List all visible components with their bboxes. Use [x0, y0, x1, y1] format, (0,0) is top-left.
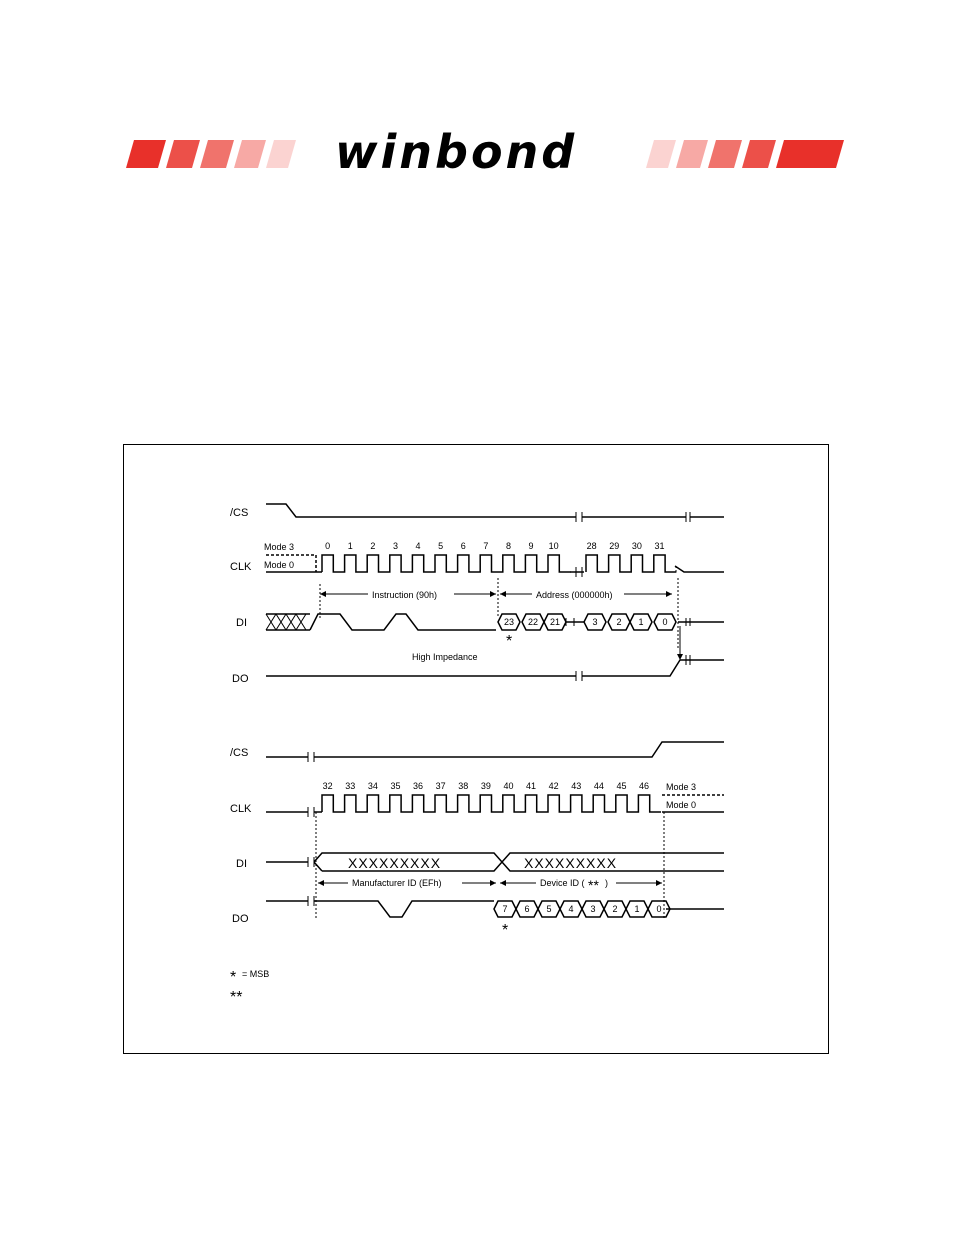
clk-bot-cycle-number: 40 — [503, 781, 514, 791]
top-section — [230, 504, 724, 685]
di-dontcare-top — [266, 614, 310, 630]
clk-bot-cycle-number: 37 — [435, 781, 446, 791]
clk-top-a-cycle-number: 6 — [460, 541, 466, 551]
clk-bot-cycle-number: 42 — [548, 781, 559, 791]
di-bit-label: 23 — [503, 617, 515, 627]
clk-bot-cycle-number: 35 — [390, 781, 401, 791]
di-bits-top — [498, 614, 676, 630]
clk-bot-cycle-number: 32 — [322, 781, 333, 791]
clk-top-a-cycle-number: 8 — [505, 541, 511, 551]
address-label: Address (000000h) — [536, 590, 613, 600]
device-id-close: ) — [605, 878, 608, 888]
instruction-label: Instruction (90h) — [372, 590, 438, 600]
cs-waveform-2 — [266, 742, 724, 757]
manufacturer-id-label: Manufacturer ID (EFh) — [352, 878, 442, 888]
clk-mode0-label-2: Mode 0 — [666, 800, 697, 810]
di-bit-label: 21 — [549, 617, 561, 627]
clk-pulses-top — [322, 541, 676, 577]
device-id-label: Device ID ( — [540, 878, 585, 888]
clk-top-b-wave — [586, 555, 676, 572]
clk-top-a-cycle-number: 0 — [325, 541, 331, 551]
do-bit-label: 0 — [656, 904, 662, 914]
signal-label-clk: CLK — [230, 561, 252, 573]
di-bit-label: 1 — [638, 617, 644, 627]
device-id-stars: ** — [588, 877, 599, 893]
clk-bot-wave — [322, 795, 661, 812]
do-waveform-top — [266, 660, 724, 676]
clk-bot-cycle-number: 46 — [639, 781, 650, 791]
do-bit-label: 4 — [568, 904, 574, 914]
clk-top-b-cycle-number: 30 — [631, 541, 642, 551]
clk-bot-cycle-number: 39 — [480, 781, 491, 791]
clk-mode3-label-2: Mode 3 — [666, 782, 697, 792]
legend-msb-star: * — [230, 969, 237, 986]
clk-bot-cycle-number: 41 — [526, 781, 537, 791]
signal-label-do-2: DO — [232, 913, 249, 925]
clk-mode0-label: Mode 0 — [264, 560, 295, 570]
do-bit-label: 6 — [524, 904, 530, 914]
clk-bot-cycle-number: 36 — [413, 781, 424, 791]
clk-top-a-cycle-number: 2 — [370, 541, 376, 551]
signal-label-cs-2: /CS — [230, 747, 249, 759]
do-bit-label: 3 — [590, 904, 596, 914]
do-bit-label: 7 — [502, 904, 508, 914]
clk-top-b-cycle-number: 29 — [609, 541, 620, 551]
clk-top-a-cycle-number: 4 — [415, 541, 421, 551]
msb-marker-bottom: * — [502, 922, 509, 939]
logo-wordmark: winbond — [335, 125, 578, 179]
msb-marker-top: * — [506, 633, 513, 650]
di-bit-label: 22 — [527, 617, 539, 627]
legend-double-star: ** — [230, 989, 243, 1006]
signal-label-di: DI — [236, 617, 247, 629]
di-bit-label: 2 — [616, 617, 622, 627]
clk-top-a-cycle-number: 9 — [528, 541, 534, 551]
di-fill-2: XXXXXXXXX — [524, 855, 618, 871]
do-bits-bottom — [494, 901, 670, 917]
bottom-section — [230, 742, 724, 939]
di-bit-label: 3 — [592, 617, 598, 627]
do-bit-label: 5 — [546, 904, 552, 914]
clk-bot-cycle-number: 33 — [345, 781, 356, 791]
clk-top-a-cycle-number: 3 — [392, 541, 398, 551]
do-bit-label: 1 — [634, 904, 640, 914]
legend-msb-text: = MSB — [242, 969, 270, 979]
clk-pulses-bottom — [322, 781, 661, 812]
signal-label-di-2: DI — [236, 858, 247, 870]
clk-bot-cycle-number: 38 — [458, 781, 469, 791]
clk-bot-cycle-number: 43 — [571, 781, 582, 791]
legend — [230, 969, 269, 1006]
clk-bot-cycle-number: 44 — [593, 781, 604, 791]
do-bit-label: 2 — [612, 904, 618, 914]
do-arrow — [677, 654, 683, 660]
clk-top-a-cycle-number: 1 — [347, 541, 353, 551]
di-waveform-top — [310, 614, 496, 630]
clk-top-a-cycle-number: 10 — [548, 541, 559, 551]
clk-top-b-cycle-number: 31 — [654, 541, 665, 551]
high-impedance-label: High Impedance — [412, 652, 478, 662]
clk-mode3-label: Mode 3 — [264, 542, 295, 552]
di-fill-1: XXXXXXXXX — [348, 855, 442, 871]
cs-waveform — [266, 504, 576, 517]
signal-label-do: DO — [232, 673, 249, 685]
clk-top-a-cycle-number: 5 — [438, 541, 444, 551]
signal-label-clk-2: CLK — [230, 803, 252, 815]
do-waveform-bottom — [314, 901, 494, 917]
clk-bot-cycle-number: 34 — [367, 781, 378, 791]
clk-bot-cycle-number: 45 — [616, 781, 627, 791]
clk-top-a-cycle-number: 7 — [483, 541, 489, 551]
signal-label-cs: /CS — [230, 507, 249, 519]
di-bit-label: 0 — [662, 617, 668, 627]
clk-top-a-wave — [322, 555, 571, 572]
clk-top-b-cycle-number: 28 — [586, 541, 597, 551]
